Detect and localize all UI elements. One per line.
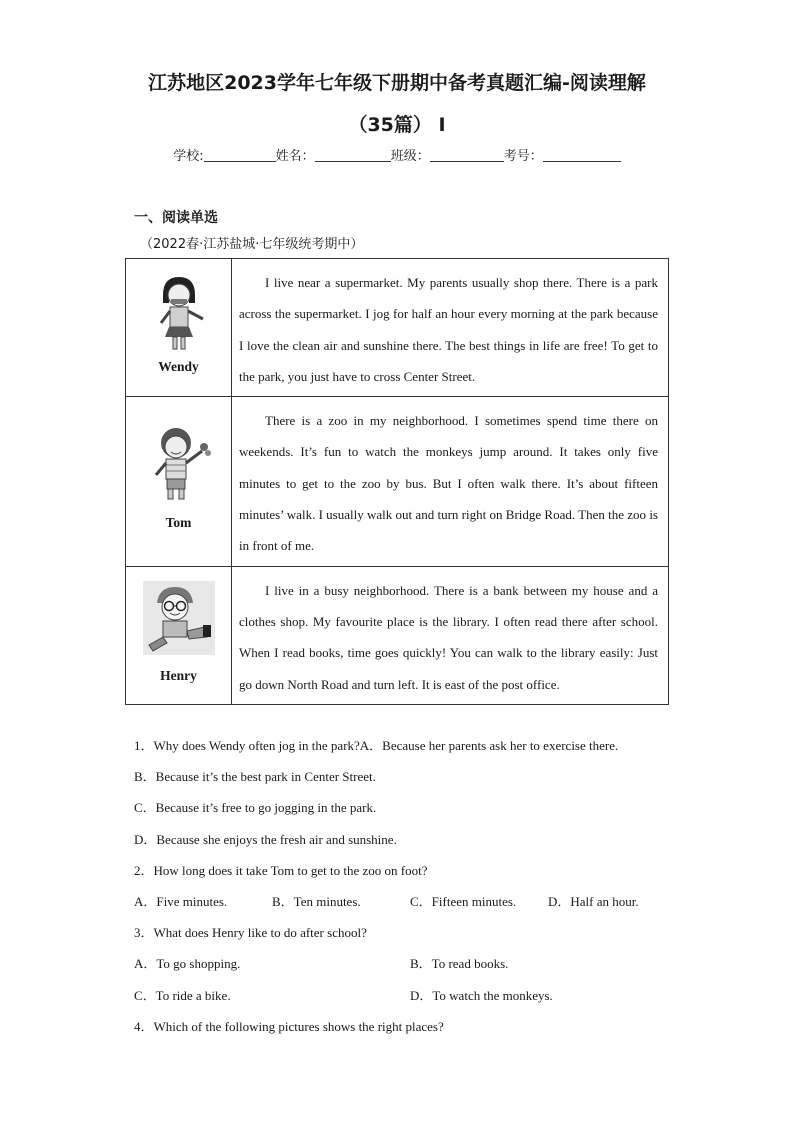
student-info-line xyxy=(0,145,794,164)
option-d[interactable]: D．To watch the monkeys. xyxy=(410,988,553,1003)
option-a[interactable]: A．To go shopping. xyxy=(134,956,241,971)
option-c[interactable]: C．To ride a bike. xyxy=(134,988,231,1003)
question-stem: 4．Which of the following pictures shows the right places? xyxy=(134,1019,444,1034)
question-stem: 2．How long does it take Tom to get to the zoo on foot? xyxy=(134,863,428,878)
passage-text: I live in a busy neighborhood. There is a bank between my house and a clothes shop. My favourite place is the library. I often read there after school. When I read books, time goes quickly! You can walk to the library easily: Just go down North Road and turn left. It is east of the post office. xyxy=(232,566,669,704)
option-d[interactable]: D．Half an hour. xyxy=(548,894,639,909)
option-a[interactable]: A．Five minutes. xyxy=(134,894,228,909)
class-blank[interactable] xyxy=(430,148,504,162)
school-blank[interactable] xyxy=(204,148,276,162)
boy-with-glasses-icon xyxy=(143,581,215,655)
option-c[interactable]: C．Fifteen minutes. xyxy=(410,894,517,909)
question-stem: 1．Why does Wendy often jog in the park?A．Because her parents ask her to exercise there. xyxy=(134,738,619,753)
person-name: Wendy xyxy=(158,359,199,374)
person-cell xyxy=(126,259,232,397)
name-label: 姓名： xyxy=(275,149,315,164)
passage-text: There is a zoo in my neighborhood. I sometimes spend time there on weekends. It’s fun to watch the monkeys jump around. It takes only five minutes to get to the zoo by bus. But I often walk there. It’s about fifteen minutes’ walk. I usually walk out and turn right on Bridge Road. Then the zoo is in front of me. xyxy=(232,397,669,566)
school-label: 学校: xyxy=(173,149,204,164)
person-name: Tom xyxy=(165,515,192,531)
question-source: （2022春·江苏盐城·七年级统考期中） xyxy=(140,237,364,252)
name-blank[interactable] xyxy=(315,148,391,162)
passage-table xyxy=(125,258,669,705)
class-label: 班级： xyxy=(390,149,430,164)
option-b[interactable]: B．To read books. xyxy=(410,956,509,971)
girl-figure-icon xyxy=(149,273,209,353)
page-title: 江苏地区2023学年七年级下册期中备考真题汇编-阅读理解 xyxy=(148,72,646,94)
person-cell xyxy=(126,397,232,566)
option-c[interactable]: C．Because it’s free to go jogging in the park. xyxy=(134,800,377,815)
passage-text: I live near a supermarket. My parents usually shop there. There is a park across the supermarket. I jog for half an hour every morning at the park because I love the clean air and sunshine there. The best things in life are free! To get to the park, you just have to cross Center Street. xyxy=(232,259,669,397)
table-row xyxy=(126,259,669,397)
number-label: 考号： xyxy=(503,149,543,164)
table-row xyxy=(126,397,669,566)
person-cell xyxy=(126,566,232,704)
number-blank[interactable] xyxy=(543,148,621,162)
table-row xyxy=(126,566,669,704)
person-name: Henry xyxy=(160,667,197,683)
page-subtitle: （35篇） Ⅰ xyxy=(348,114,446,136)
option-b[interactable]: B．Because it’s the best park in Center Street. xyxy=(134,769,376,784)
question-stem: 3．What does Henry like to do after school? xyxy=(134,925,367,940)
boy-figure-icon xyxy=(146,425,212,501)
option-d[interactable]: D．Because she enjoys the fresh air and sunshine. xyxy=(134,832,397,847)
section-title: 一、阅读单选 xyxy=(134,210,218,226)
option-b[interactable]: B．Ten minutes. xyxy=(272,894,361,909)
